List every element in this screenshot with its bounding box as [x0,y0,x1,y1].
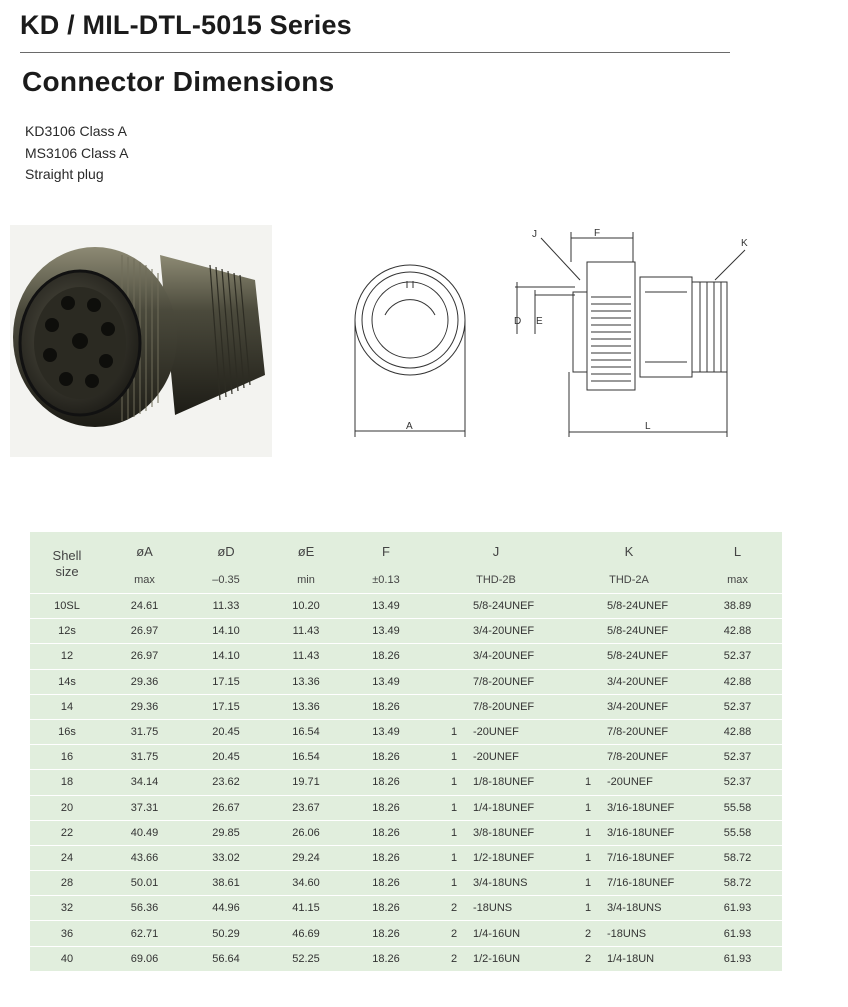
thread-size-spec: 3/4-20UNEF [607,700,669,713]
product-description [25,121,129,186]
side-view-drawing [505,222,755,440]
cell-k-thread [565,619,693,644]
thread-size-spec: 1/8-18UNEF [473,776,535,789]
thread-size-spec: 3/4-18UNS [607,902,662,915]
cell-j-thread [427,669,565,694]
cell-a-max: 50.01 [104,871,185,896]
cell-f: 13.49 [345,719,427,744]
cell-k-thread [565,946,693,971]
cell-shell-size: 14 [30,694,104,719]
thread-size-spec: 3/16-18UNEF [607,826,675,839]
cell-l-max: 52.37 [693,770,782,795]
cell-j-thread [427,845,565,870]
thread-size-spec: 7/8-20UNEF [473,675,535,688]
thread-size-spec: 5/8-24UNEF [607,625,669,638]
cell-l-max: 52.37 [693,644,782,669]
dim-label-j: J [532,229,537,240]
cell-a-max: 26.97 [104,619,185,644]
cell-l-max: 61.93 [693,921,782,946]
column-subheader: max [727,574,748,586]
cell-l-max: 58.72 [693,871,782,896]
thread-size-spec: 1/4-18UNEF [473,801,535,814]
cell-f: 13.49 [345,619,427,644]
cell-k-thread [565,594,693,619]
cell-a-max: 26.97 [104,644,185,669]
table-row [30,644,782,669]
cell-l-max: 61.93 [693,896,782,921]
thread-size-spec: 1/4-16UN [473,927,521,940]
cell-shell-size: 14s [30,669,104,694]
table-row [30,594,782,619]
table-row [30,694,782,719]
cell-e-min: 10.20 [267,594,345,619]
cell-shell-size: 24 [30,845,104,870]
thread-size-spec: 3/4-20UNEF [473,625,535,638]
cell-d: 17.15 [185,669,267,694]
cell-k-thread [565,669,693,694]
cell-a-max: 62.71 [104,921,185,946]
dim-label-d: D [514,316,522,327]
cell-j-thread [427,896,565,921]
table-row [30,946,782,971]
thread-size-number: 1 [451,776,458,789]
cell-e-min: 19.71 [267,770,345,795]
dim-label-a: A [406,421,413,432]
cell-j-thread [427,644,565,669]
cell-j-thread [427,594,565,619]
cell-e-min: 23.67 [267,795,345,820]
thread-size-spec: 5/8-24UNEF [607,600,669,613]
cell-f: 13.49 [345,669,427,694]
cell-e-min: 46.69 [267,921,345,946]
cell-d: 14.10 [185,644,267,669]
cell-shell-size: 18 [30,770,104,795]
thread-size-spec: 3/16-18UNEF [607,801,675,814]
cell-d: 23.62 [185,770,267,795]
cell-d: 14.10 [185,619,267,644]
cell-e-min: 13.36 [267,669,345,694]
cell-shell-size: 12 [30,644,104,669]
cell-k-thread [565,644,693,669]
cell-a-max: 34.14 [104,770,185,795]
thread-size-spec: 3/8-18UNEF [473,826,535,839]
cell-shell-size: 36 [30,921,104,946]
column-header: øD [217,543,235,559]
cell-shell-size: 16s [30,719,104,744]
cell-d: 20.45 [185,745,267,770]
cell-k-thread [565,694,693,719]
column-header: øA [136,543,153,559]
cell-j-thread [427,946,565,971]
cell-a-max: 31.75 [104,745,185,770]
cell-a-max: 29.36 [104,694,185,719]
cell-f: 18.26 [345,745,427,770]
cell-a-max: 43.66 [104,845,185,870]
cell-d: 20.45 [185,719,267,744]
cell-a-max: 31.75 [104,719,185,744]
cell-l-max: 61.93 [693,946,782,971]
cell-a-max: 40.49 [104,820,185,845]
cell-shell-size: 12s [30,619,104,644]
cell-j-thread [427,694,565,719]
thread-size-number: 1 [451,877,458,890]
cell-a-max: 69.06 [104,946,185,971]
cell-f: 18.26 [345,921,427,946]
thread-size-spec: -20UNEF [473,726,519,739]
cell-j-thread [427,871,565,896]
cell-l-max: 58.72 [693,845,782,870]
cell-f: 18.26 [345,644,427,669]
cell-shell-size: 40 [30,946,104,971]
cell-d: 29.85 [185,820,267,845]
cell-l-max: 42.88 [693,619,782,644]
thread-size-spec: -20UNEF [473,751,519,764]
cell-shell-size: 20 [30,795,104,820]
connector-photo [10,225,272,457]
thread-size-number: 2 [451,927,458,940]
cell-k-thread [565,719,693,744]
thread-size-number: 1 [585,776,592,789]
cell-e-min: 11.43 [267,644,345,669]
cell-shell-size: 16 [30,745,104,770]
cell-e-min: 34.60 [267,871,345,896]
cell-f: 18.26 [345,694,427,719]
cell-j-thread [427,770,565,795]
column-header: J [492,543,500,559]
cell-d: 50.29 [185,921,267,946]
cell-f: 18.26 [345,795,427,820]
dimensions-table [30,532,782,971]
cell-e-min: 29.24 [267,845,345,870]
title-divider [20,52,730,53]
column-subheader: –0.35 [212,574,240,586]
thread-size-spec: 1/2-16UN [473,952,521,965]
cell-e-min: 41.15 [267,896,345,921]
table-row [30,896,782,921]
cell-e-min: 26.06 [267,820,345,845]
cell-l-max: 42.88 [693,669,782,694]
thread-size-number: 1 [451,751,458,764]
cell-f: 18.26 [345,820,427,845]
cell-j-thread [427,719,565,744]
table-row [30,745,782,770]
cell-l-max: 52.37 [693,694,782,719]
cell-k-thread [565,845,693,870]
cell-k-thread [565,820,693,845]
cell-shell-size: 10SL [30,594,104,619]
cell-d: 44.96 [185,896,267,921]
cell-f: 18.26 [345,871,427,896]
thread-size-spec: 7/8-20UNEF [607,726,669,739]
cell-j-thread [427,745,565,770]
thread-size-number: 1 [451,851,458,864]
cell-d: 38.61 [185,871,267,896]
thread-size-spec: 5/8-24UNEF [473,600,535,613]
table-row [30,669,782,694]
dim-label-f: F [594,228,601,239]
column-header: F [382,543,390,559]
shell-header-line: size [55,564,79,579]
thread-size-spec: 7/16-18UNEF [607,851,675,864]
cell-a-max: 56.36 [104,896,185,921]
cell-d: 11.33 [185,594,267,619]
thread-size-number: 1 [451,801,458,814]
dim-label-l: L [645,421,651,432]
cell-d: 33.02 [185,845,267,870]
thread-size-number: 1 [585,851,592,864]
cell-j-thread [427,795,565,820]
cell-a-max: 37.31 [104,795,185,820]
thread-size-spec: 3/4-20UNEF [473,650,535,663]
thread-size-spec: 5/8-24UNEF [607,650,669,663]
cell-k-thread [565,921,693,946]
cell-k-thread [565,795,693,820]
cell-f: 13.49 [345,594,427,619]
description-line: Straight plug [25,166,104,182]
thread-size-spec: 3/4-18UNS [473,877,528,890]
column-subheader: min [297,574,315,586]
cell-d: 56.64 [185,946,267,971]
dim-label-k: K [741,238,748,249]
cell-f: 18.26 [345,845,427,870]
thread-size-number: 2 [585,952,592,965]
cell-shell-size: 28 [30,871,104,896]
column-subheader: ±0.13 [372,574,400,586]
cell-e-min: 16.54 [267,745,345,770]
table-row [30,795,782,820]
column-subheader: THD-2A [609,574,649,586]
cell-f: 18.26 [345,946,427,971]
cell-l-max: 38.89 [693,594,782,619]
column-subheader: max [134,574,155,586]
thread-size-spec: -18UNS [607,927,647,940]
table-row [30,619,782,644]
thread-size-number: 2 [451,902,458,915]
series-title: KD / MIL-DTL-5015 Series [20,10,352,40]
thread-size-spec: -18UNS [473,902,513,915]
description-line: MS3106 Class A [25,144,129,161]
column-subheader: THD-2B [476,574,516,586]
thread-size-number: 1 [451,826,458,839]
thread-size-number: 1 [585,801,592,814]
table-row [30,871,782,896]
thread-size-number: 2 [585,927,592,940]
thread-size-number: 1 [585,877,592,890]
cell-k-thread [565,770,693,795]
cell-e-min: 16.54 [267,719,345,744]
table-row [30,820,782,845]
cell-k-thread [565,896,693,921]
thread-size-spec: 7/8-20UNEF [473,700,535,713]
table-row [30,770,782,795]
section-title: Connector Dimensions [22,66,335,97]
thread-size-spec: 1/4-18UN [607,952,655,965]
shell-size-header [30,532,104,594]
cell-shell-size: 32 [30,896,104,921]
cell-l-max: 52.37 [693,745,782,770]
thread-size-spec: -20UNEF [607,776,653,789]
thread-size-spec: 7/16-18UNEF [607,877,675,890]
cell-l-max: 55.58 [693,795,782,820]
cell-f: 18.26 [345,770,427,795]
thread-size-number: 1 [451,726,458,739]
column-header: K [624,543,634,559]
table-row [30,921,782,946]
cell-l-max: 42.88 [693,719,782,744]
cell-l-max: 55.58 [693,820,782,845]
shell-header-line: Shell [52,548,82,563]
table-row [30,845,782,870]
thread-size-number: 2 [451,952,458,965]
dim-label-e: E [536,316,543,327]
cell-d: 26.67 [185,795,267,820]
cell-shell-size: 22 [30,820,104,845]
cell-j-thread [427,619,565,644]
table-row [30,719,782,744]
cell-d: 17.15 [185,694,267,719]
cell-k-thread [565,871,693,896]
cell-j-thread [427,820,565,845]
front-view-drawing [345,255,475,440]
cell-e-min: 11.43 [267,619,345,644]
cell-j-thread [427,921,565,946]
thread-size-number: 1 [585,902,592,915]
cell-a-max: 24.61 [104,594,185,619]
column-header: L [733,543,742,559]
thread-size-spec: 7/8-20UNEF [607,751,669,764]
description-line: KD3106 Class A [25,123,127,139]
thread-size-spec: 3/4-20UNEF [607,675,669,688]
thread-size-spec: 1/2-18UNEF [473,851,535,864]
cell-e-min: 52.25 [267,946,345,971]
thread-size-number: 1 [585,826,592,839]
column-header: øE [297,543,315,559]
cell-a-max: 29.36 [104,669,185,694]
cell-k-thread [565,745,693,770]
cell-e-min: 13.36 [267,694,345,719]
cell-f: 18.26 [345,896,427,921]
